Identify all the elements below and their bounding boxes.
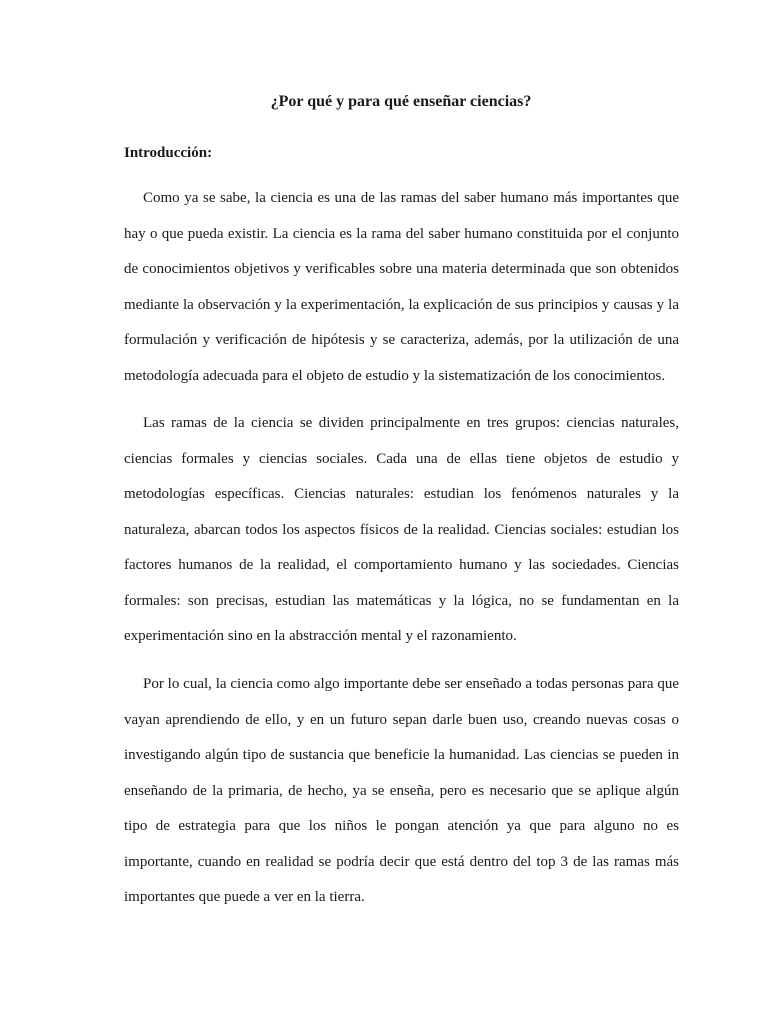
- paragraph-ensenanza: Por lo cual, la ciencia como algo importante debe ser enseñado a todas personas para que vayan aprendiendo de ello, y en un futuro sepan darle buen uso, creando nuevas cosas o investigando algún tipo de sustancia que beneficie la humanidad. Las ciencias se pueden in enseñando de la primaria, de hecho, ya se enseña, pero es necesario que se aplique algún tipo de estrategia para que los niños le pongan atención ya que para alguno no es importante, cuando en realidad se podría decir que está dentro del top 3 de las ramas más importantes que puede a ver en la tierra.: [124, 676, 679, 905]
- document-title: ¿Por qué y para qué enseñar ciencias?: [270, 93, 532, 110]
- section-heading-introduccion: Introducción:: [124, 145, 213, 161]
- paragraph-ramas-ciencia: Las ramas de la ciencia se dividen principalmente en tres grupos: ciencias naturales, ciencias formales y ciencias sociales. Cada una de ellas tiene objetos de estudio y metodologías específicas. Ciencias naturales: estudian los fenómenos naturales y la naturaleza, abarcan todos los aspectos físicos de la realidad. Ciencias sociales: estudian los factores humanos de la realidad, el comportamiento humano y las sociedades. Ciencias formales: son precisas, estudian las matemáticas y la lógica, no se fundamentan en la experimentación sino en la abstracción mental y el razonamiento.: [124, 415, 679, 644]
- paragraph-intro: Como ya se sabe, la ciencia es una de las ramas del saber humano más importantes que hay o que pueda existir. La ciencia es la rama del saber humano constituida por el conjunto de conocimientos objetivos y verificables sobre una materia determinada que son obtenidos mediante la observación y la experimentación, la explicación de sus principios y causas y la formulación y verificación de hipótesis y se caracteriza, además, por la utilización de una metodología adecuada para el objeto de estudio y la sistematización de los conocimientos.: [124, 190, 679, 384]
